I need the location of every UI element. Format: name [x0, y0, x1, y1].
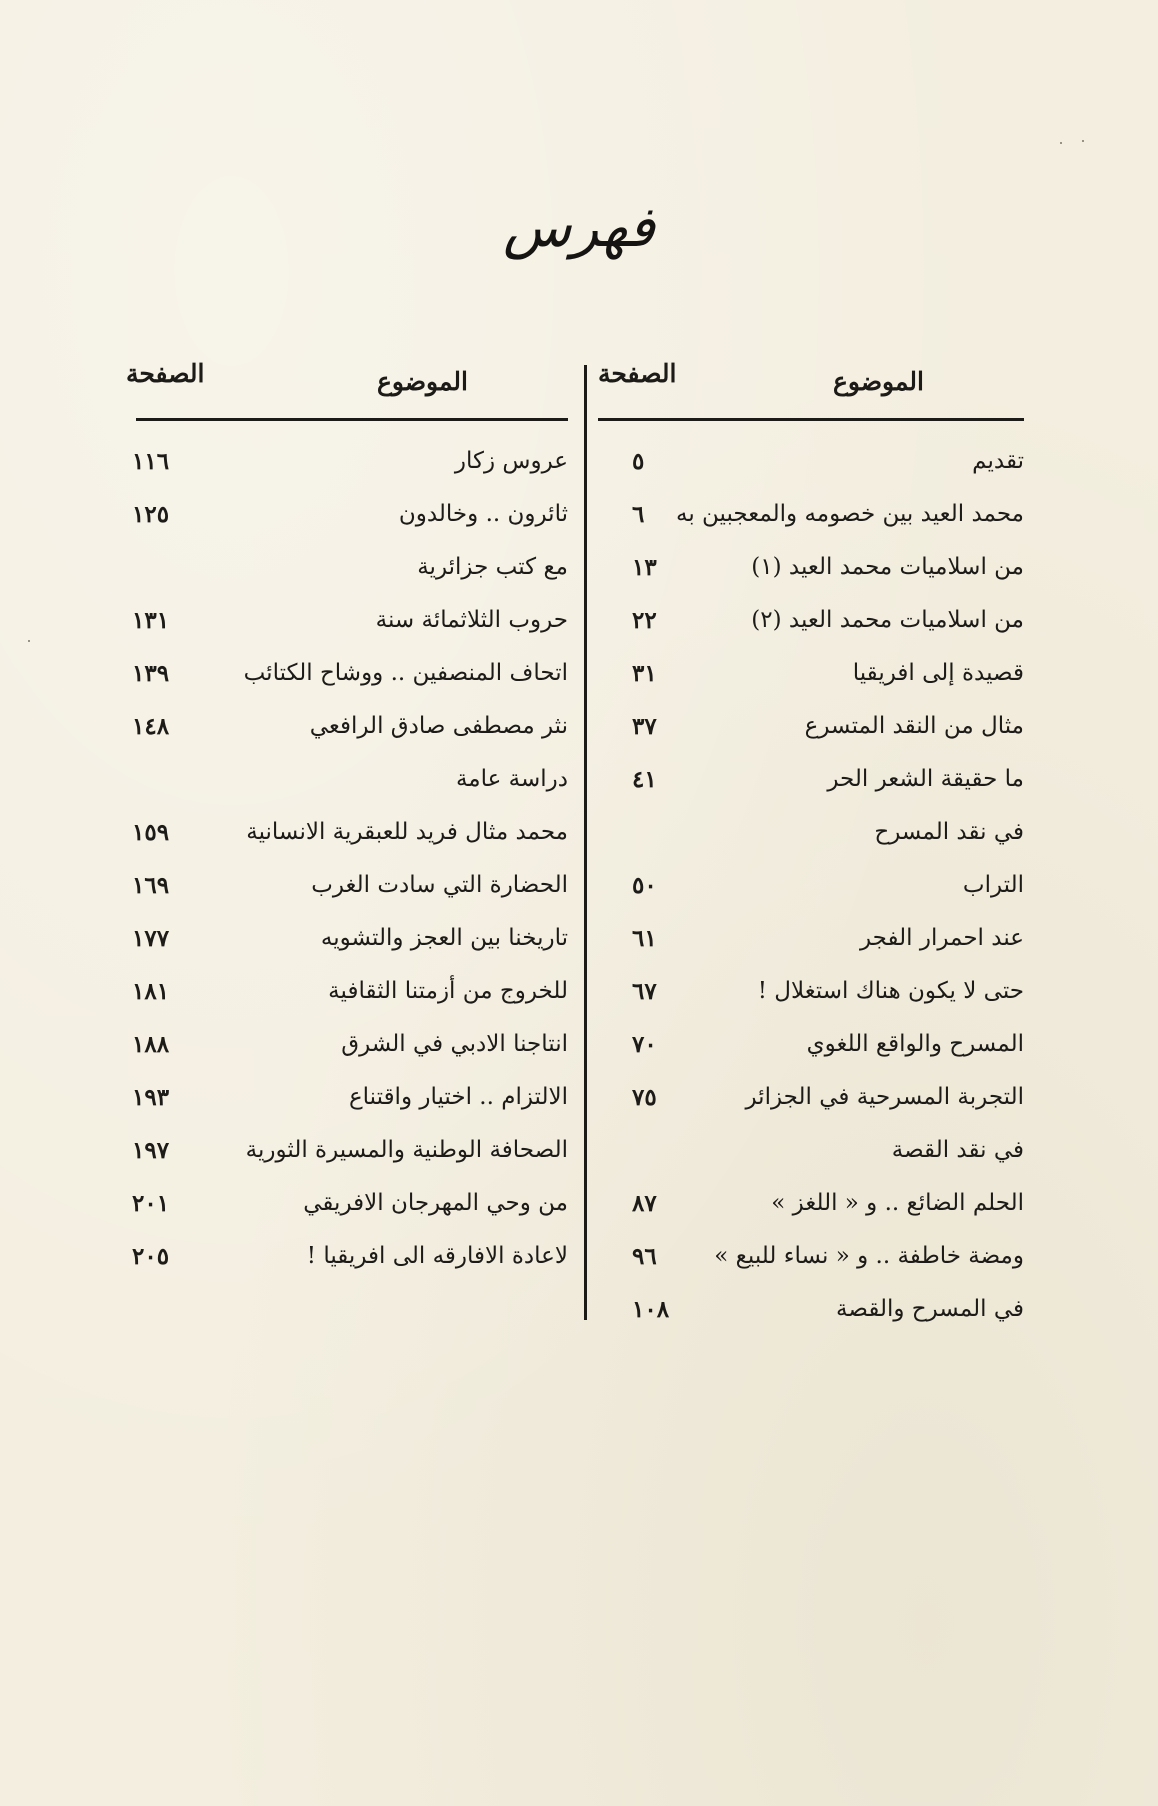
- toc-row: [598, 488, 1024, 541]
- toc-topic: التراب: [962, 872, 1024, 898]
- toc-page-number: ٦٧: [632, 978, 657, 1005]
- toc-page-number: ٣٧: [632, 713, 657, 740]
- toc-row: [128, 1177, 568, 1230]
- toc-page-number: ٤١: [632, 766, 657, 793]
- toc-rows: [598, 435, 1024, 1336]
- page-title: فهرس: [503, 195, 655, 260]
- toc-row: [128, 912, 568, 965]
- toc-topic: المسرح والواقع اللغوي: [806, 1031, 1024, 1057]
- toc-page-number: ١٩٧: [132, 1137, 170, 1164]
- toc-column-right: [598, 355, 1024, 1323]
- toc-page-number: ١٩٣: [132, 1084, 170, 1111]
- toc-page-number: ٩٦: [632, 1243, 657, 1270]
- toc-topic: مع كتب جزائرية: [417, 554, 568, 580]
- toc-topic: ومضة خاطفة .. و « نساء للبيع »: [714, 1243, 1024, 1269]
- toc-topic: نثر مصطفى صادق الرافعي: [309, 713, 568, 739]
- toc-page-number: ٧٠: [632, 1031, 657, 1058]
- toc-row: [598, 541, 1024, 594]
- toc-row: [128, 1230, 568, 1283]
- toc-topic: حروب الثلاثمائة سنة: [375, 607, 568, 633]
- toc-page-number: ١٣: [632, 554, 657, 581]
- header-page: الصفحة: [126, 359, 205, 388]
- toc-column-left: [126, 355, 568, 1270]
- toc-page-number: ٥: [632, 448, 645, 475]
- toc-page-number: ١٨٨: [132, 1031, 170, 1058]
- toc-topic: الصحافة الوطنية والمسيرة الثورية: [245, 1137, 568, 1163]
- toc-page-number: ٢٢: [632, 607, 657, 634]
- column-header: [128, 355, 568, 415]
- toc-page-number: ١٤٨: [132, 713, 170, 740]
- toc-topic: اتحاف المنصفين .. ووشاح الكتائب: [243, 660, 568, 686]
- toc-row: [598, 753, 1024, 806]
- toc-topic: مثال من النقد المتسرع: [804, 713, 1024, 739]
- header-page: الصفحة: [598, 359, 677, 388]
- toc-section-heading: [128, 753, 568, 806]
- toc-page-number: ٦١: [632, 925, 657, 952]
- toc-topic: دراسة عامة: [455, 766, 568, 792]
- toc-topic: عروس زكار: [454, 448, 568, 474]
- toc-topic: الحضارة التي سادت الغرب: [311, 872, 568, 898]
- toc-page-number: ١١٦: [132, 448, 170, 475]
- toc-page-number: ١٦٩: [132, 872, 170, 899]
- column-header: [598, 355, 1024, 415]
- toc-topic: للخروج من أزمتنا الثقافية: [328, 978, 568, 1004]
- toc-row: [128, 1124, 568, 1177]
- toc-row: [128, 1071, 568, 1124]
- column-divider-lower: [584, 785, 587, 1320]
- toc-page-number: ٨٧: [632, 1190, 657, 1217]
- toc-section-heading: [598, 806, 1024, 859]
- toc-topic: الحلم الضائع .. و « اللغز »: [771, 1190, 1024, 1216]
- toc-row: [128, 435, 568, 488]
- toc-topic: قصيدة إلى افريقيا: [852, 660, 1024, 686]
- toc-row: [598, 1230, 1024, 1283]
- toc-topic: محمد العيد بين خصومه والمعجبين به: [675, 501, 1024, 527]
- toc-row: [598, 1177, 1024, 1230]
- toc-topic: تاريخنا بين العجز والتشويه: [320, 925, 568, 951]
- toc-topic: في نقد المسرح: [874, 819, 1024, 845]
- toc-topic: ثائرون .. وخالدون: [398, 501, 568, 527]
- paper-speck: [1082, 140, 1084, 142]
- toc-row: [598, 912, 1024, 965]
- toc-row: [128, 488, 568, 541]
- paper-speck: [1060, 142, 1062, 144]
- header-topic: الموضوع: [833, 367, 924, 396]
- toc-row: [598, 1283, 1024, 1336]
- toc-page-number: ٢٠٥: [132, 1243, 170, 1270]
- toc-page-number: ٥٠: [632, 872, 657, 899]
- toc-row: [128, 859, 568, 912]
- toc-page-number: ١٣٩: [132, 660, 170, 687]
- toc-page-number: ١٥٩: [132, 819, 170, 846]
- header-rule: [598, 418, 1024, 421]
- toc-section-heading: [598, 1124, 1024, 1177]
- toc-page-number: ١٨١: [132, 978, 170, 1005]
- toc-page-number: ١٣١: [132, 607, 170, 634]
- toc-topic: محمد مثال فريد للعبقرية الانسانية: [246, 819, 568, 845]
- toc-topic: في المسرح والقصة: [836, 1296, 1024, 1322]
- toc-page-number: ٦: [632, 501, 645, 528]
- toc-topic: التجربة المسرحية في الجزائر: [745, 1084, 1024, 1110]
- toc-topic: في نقد القصة: [891, 1137, 1024, 1163]
- toc-row: [128, 965, 568, 1018]
- toc-row: [598, 700, 1024, 753]
- toc-row: [598, 1018, 1024, 1071]
- toc-page-number: ٧٥: [632, 1084, 657, 1111]
- header-topic: الموضوع: [377, 367, 468, 396]
- toc-topic: من اسلاميات محمد العيد (١): [751, 554, 1024, 580]
- toc-row: [128, 700, 568, 753]
- toc-section-heading: [128, 541, 568, 594]
- toc-row: [598, 965, 1024, 1018]
- toc-row: [598, 647, 1024, 700]
- toc-rows: [128, 435, 568, 1283]
- toc-topic: لاعادة الافارقه الى افريقيا !: [306, 1243, 568, 1269]
- toc-row: [128, 594, 568, 647]
- toc-row: [128, 647, 568, 700]
- toc-topic: الالتزام .. اختيار واقتناع: [348, 1084, 568, 1110]
- toc-row: [598, 859, 1024, 912]
- toc-row: [598, 435, 1024, 488]
- header-rule: [136, 418, 568, 421]
- toc-topic: عند احمرار الفجر: [859, 925, 1024, 951]
- toc-row: [128, 1018, 568, 1071]
- toc-topic: حتى لا يكون هناك استغلال !: [757, 978, 1024, 1004]
- toc-topic: تقديم: [972, 448, 1024, 474]
- toc-row: [598, 594, 1024, 647]
- toc-page-number: ١٢٥: [132, 501, 170, 528]
- toc-topic: ما حقيقة الشعر الحر: [827, 766, 1024, 792]
- toc-topic: انتاجنا الادبي في الشرق: [341, 1031, 568, 1057]
- toc-page-number: ٢٠١: [132, 1190, 170, 1217]
- column-divider-upper: [584, 365, 587, 785]
- toc-topic: من اسلاميات محمد العيد (٢): [751, 607, 1024, 633]
- toc-topic: من وحي المهرجان الافريقي: [303, 1190, 568, 1216]
- toc-row: [598, 1071, 1024, 1124]
- toc-row: [128, 806, 568, 859]
- toc-page-number: ٣١: [632, 660, 657, 687]
- toc-page-number: ١٠٨: [632, 1296, 670, 1323]
- paper-speck: [28, 640, 30, 642]
- toc-page-number: ١٧٧: [132, 925, 170, 952]
